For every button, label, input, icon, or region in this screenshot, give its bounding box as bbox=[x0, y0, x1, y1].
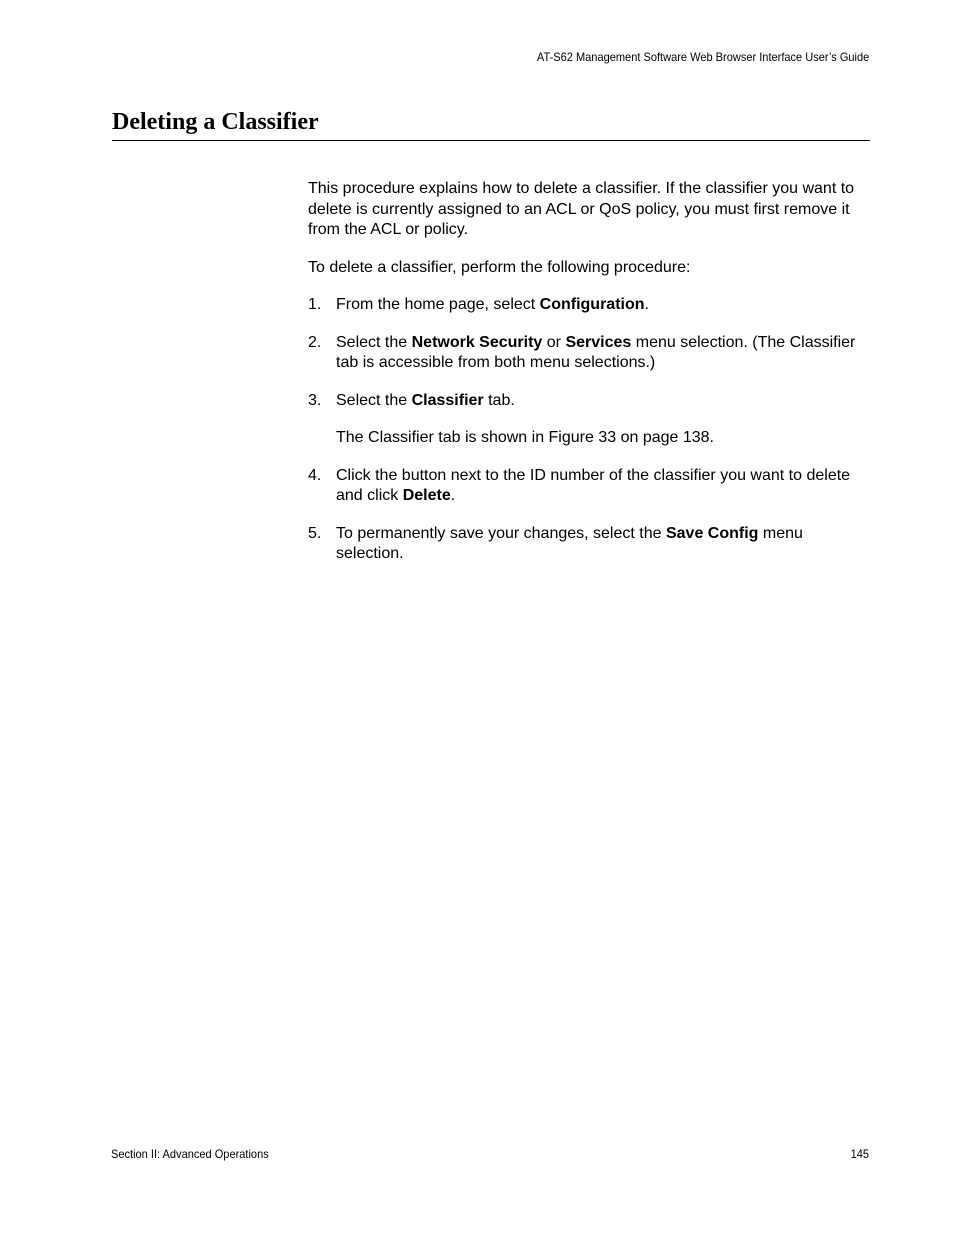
step-text bbox=[336, 391, 874, 412]
step-text-run: Click the button next to the ID number of the classifier you want to delete and click bbox=[336, 466, 851, 504]
procedure-step-4 bbox=[308, 466, 874, 507]
step-number: 2. bbox=[308, 333, 322, 351]
step-text-run: tab. bbox=[483, 391, 515, 409]
ui-term-network-security: Network Security bbox=[411, 333, 543, 351]
procedure-step-3 bbox=[308, 391, 874, 449]
step-text bbox=[336, 333, 874, 374]
step-text bbox=[336, 524, 874, 565]
step-text-run: From the home page, select bbox=[336, 296, 540, 313]
step-text-run: To permanently save your changes, select the bbox=[336, 524, 666, 542]
running-header: AT-S62 Management Software Web Browser Interface User’s Guide bbox=[536, 50, 869, 64]
procedure-step-5 bbox=[308, 524, 874, 565]
step-note: The Classifier tab is shown in Figure 33 on page 138. bbox=[336, 429, 714, 446]
page-number: 145 bbox=[850, 1147, 869, 1161]
step-text bbox=[336, 295, 874, 316]
step-text-run: . bbox=[644, 296, 649, 313]
step-text-run: menu selection. (The Classifier tab is accessible from both menu selections.) bbox=[336, 333, 856, 371]
page-title: Deleting a Classifier bbox=[112, 109, 319, 135]
procedure-lead-in: To delete a classifier, perform the following procedure: bbox=[308, 258, 691, 276]
ui-term-services: Services bbox=[565, 333, 632, 351]
procedure-step-2 bbox=[308, 333, 874, 374]
step-text-run: Select the bbox=[336, 333, 412, 351]
procedure-step-1 bbox=[308, 295, 874, 316]
ui-term-configuration: Configuration bbox=[539, 296, 645, 313]
step-number: 4. bbox=[308, 466, 322, 484]
step-number: 5. bbox=[308, 524, 322, 542]
step-number: 3. bbox=[308, 391, 322, 409]
ui-term-delete: Delete bbox=[402, 487, 451, 504]
body-content bbox=[308, 179, 874, 565]
step-number: 1. bbox=[308, 296, 322, 313]
ui-term-save-config: Save Config bbox=[665, 524, 759, 542]
procedure-steps bbox=[308, 295, 874, 565]
step-text-run: . bbox=[450, 487, 456, 504]
ui-term-classifier: Classifier bbox=[411, 391, 484, 409]
step-text-run: or bbox=[542, 333, 566, 351]
step-text bbox=[336, 466, 874, 507]
step-text-run: Select the bbox=[336, 391, 412, 409]
footer-section-label: Section II: Advanced Operations bbox=[111, 1147, 269, 1161]
intro-paragraph: This procedure explains how to delete a classifier. If the classifier you want to delete is currently assigned to an ACL or QoS policy, you must first remove it from the ACL or policy. bbox=[308, 180, 855, 238]
step-text-run: menu selection. bbox=[336, 524, 803, 562]
title-divider bbox=[112, 140, 870, 141]
